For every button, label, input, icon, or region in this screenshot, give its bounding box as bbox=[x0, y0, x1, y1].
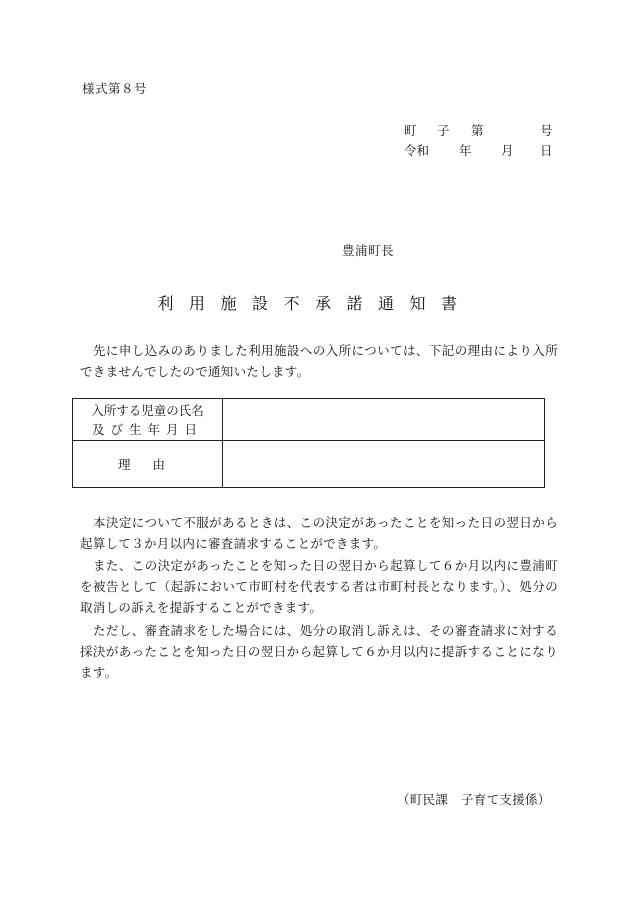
reason-label-cell bbox=[73, 441, 223, 488]
child-name-label: 入所する児童の氏名 bbox=[91, 402, 204, 418]
date-day: 日 bbox=[540, 143, 553, 158]
doc-number-dai: 第 bbox=[471, 123, 484, 138]
doc-number-child: 子 bbox=[437, 123, 450, 138]
doc-number-go: 号 bbox=[540, 123, 553, 138]
birthdate-label: 及び生年月日 bbox=[91, 421, 203, 437]
document-title: 利用施設不承諾通知書 bbox=[157, 294, 473, 313]
date-year: 年 bbox=[459, 143, 472, 158]
application-table bbox=[72, 398, 545, 488]
reason-value bbox=[223, 441, 545, 488]
table-row-child bbox=[73, 399, 545, 441]
date-era: 令和 bbox=[404, 143, 430, 158]
issuer-name: 豊浦町長 bbox=[342, 243, 395, 258]
intro-paragraph: 先に申し込みのありました利用施設への入所については、下記の理由により入所できませんでしたので通知いたします。 bbox=[80, 343, 558, 379]
child-name-birthdate-label bbox=[73, 399, 223, 441]
department-footer: （町民課 子育て支援係） bbox=[397, 792, 551, 807]
reason-label: 理由 bbox=[117, 456, 187, 472]
date-month: 月 bbox=[501, 143, 514, 158]
child-name-birthdate-value bbox=[223, 399, 545, 441]
form-number: 様式第８号 bbox=[82, 81, 148, 96]
doc-number-town: 町 bbox=[404, 123, 417, 138]
table-row-reason bbox=[73, 441, 545, 488]
appeal-paragraph: 本決定について不服があるときは、この決定があったことを知った日の翌日から起算して３か月以内に審査請求することができます。 bbox=[80, 515, 558, 551]
lawsuit-paragraph: また、この決定があったことを知った日の翌日から起算して６か月以内に豊浦町を被告として（起訴において市町村を代表する者は市町村長となります。）、処分の取消しの訴えを提訴することができます。 bbox=[80, 558, 558, 615]
proviso-paragraph: ただし、審査請求をした場合には、処分の取消し訴えは、その審査請求に対する採決があったことを知った日の翌日から起算して６か月以内に提訴することになります。 bbox=[80, 623, 558, 680]
